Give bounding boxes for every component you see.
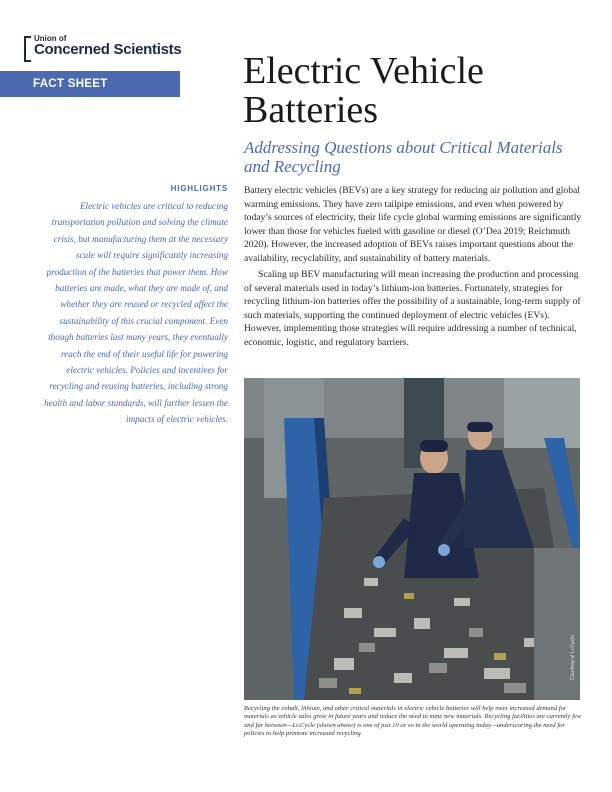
photo-illustration — [244, 378, 580, 700]
page-subtitle: Addressing Questions about Critical Materials and Recycling — [244, 138, 563, 176]
logo-small-text: Union of — [34, 34, 67, 43]
highlights-text: Electric vehicles are critical to reducing transportation pollution and solving the climate crisis, but manufacturing them at the necessary scale will require significantly increasing production of the batteries that power them. How batteries are made, what they are made of, and whether they are reused or recycled affect the sustainability of this crucial component. Even though batteries last many years, they eventually reach the end of their useful life for powering electric vehicles. Policies and incentives for recycling and reusing batteries, including strong health and labor standards, will further lessen the impacts of electric vehicles. — [44, 201, 228, 425]
logo-bracket — [24, 36, 31, 62]
photo-credit: Courtesy of Li-Cycle — [570, 634, 576, 680]
recycling-photo — [244, 378, 580, 700]
fact-sheet-label: FACT SHEET — [0, 71, 180, 97]
photo-caption: Recycling the cobalt, lithium, and other critical materials in electric vehicle batteries will help meet increased demand for materials as vehicle sales grow in future years and reduce the need to mine new materials. Recycling facilities are currently few and far between—Li-Cycle (shown above) is one of just 10 or so in the world operating today—underscoring the need for policies to help promote increased recycling. — [244, 705, 582, 738]
ucs-logo — [24, 34, 194, 62]
body-paragraph-2: Scaling up BEV manufacturing will mean increasing the production and processing of several materials used in today’s lithium-ion batteries. Fortunately, strategies for recycling lithium-ion batteries offer the possibility of a sustainable, long-term supply of such materials, supporting the continued deployment of electric vehicles (EVs). However, implementing those strategies will require addressing a number of technical, economic, logistic, and regulatory barriers. — [244, 269, 581, 348]
page-title: Electric Vehicle Batteries — [243, 50, 484, 131]
body-text — [244, 184, 584, 349]
body-paragraph-1: Battery electric vehicles (BEVs) are a key strategy for reducing air pollution and global warming emissions. They have zero tailpipe emissions, and even when powered by today’s sources of electricity, their life cycle global warming emissions are significantly lower than those for vehicles fueled with gasoline or diesel (O’Dea 2019; Reichmuth 2020). However, the increased adoption of BEVs raises important questions about the availability, recyclability, and sustainability of battery materials. — [244, 185, 582, 264]
highlights-heading: HIGHLIGHTS — [170, 184, 228, 193]
logo-big-text: Concerned Scientists — [34, 41, 182, 58]
